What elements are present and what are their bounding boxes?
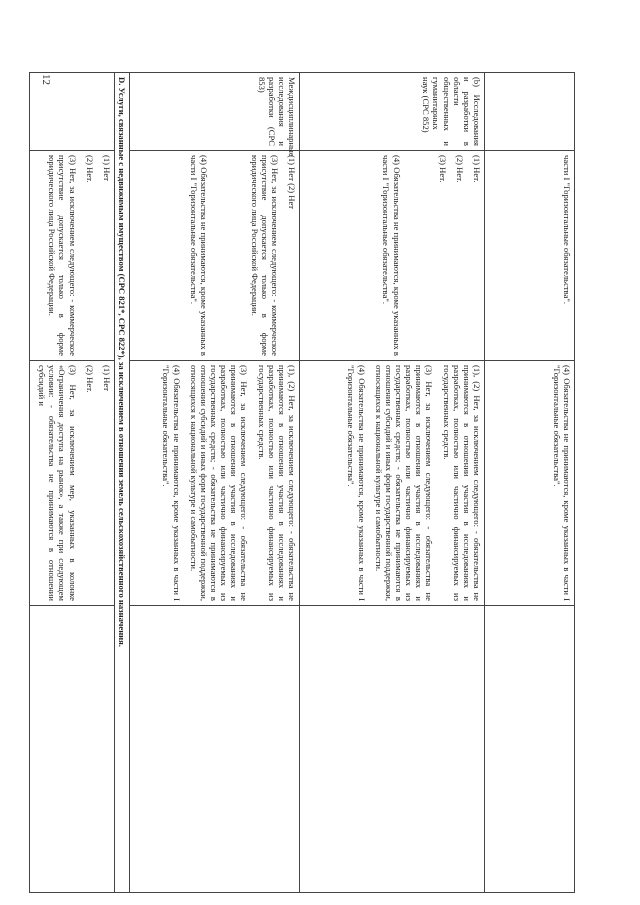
market-access-cell <box>485 151 575 361</box>
market-access-cell <box>130 151 300 361</box>
national-treatment-cell <box>130 361 300 606</box>
market-access-text: части I "Горизонтальные обязательства". <box>562 155 572 305</box>
additional-cell <box>485 606 575 893</box>
national-treatment-text: (4) Обязательства не принимаются, кроме указанных в части I "Горизонтальные обязательства". <box>161 365 182 601</box>
sector-cell <box>485 73 575 151</box>
table-row <box>300 73 485 893</box>
national-treatment-text: (3) Нет, за исключением мер, указанных в колонке «Ограничения доступа на рынок», а также при следующем условии: - обязательства не принимаются в отношении субсидий и <box>37 365 78 601</box>
market-access-text: (1) Нет (2) Нет <box>287 155 297 210</box>
market-access-text: (3) Нет, за исключением следующего: - коммерческое присутствие допускается только в форме юридического лица Российской Федерации. <box>249 155 280 356</box>
sector-cell: (b) Исследования и разработки в области общественных и гуманитарных наук (CPC 852) <box>300 73 485 151</box>
national-treatment-cell <box>300 361 485 606</box>
additional-cell <box>29 606 114 893</box>
national-treatment-text: (1), (2) Нет, за исключением следующего: - обязательства не принимаются в отношении участия в исследованиях и разработках, полностью или частично финансируемых из государственных средств. <box>256 365 297 601</box>
market-access-text: (2) Нет. <box>454 155 465 183</box>
national-treatment-cell <box>29 361 114 606</box>
national-treatment-text: (3) Нет, за исключением следующего: - обязательства не принимаются в отношении участия в исследованиях и разработках, полностью или частично финансируемых из государственных средств; - обязательства не принимаются в отношении субсидий и иных форм государственной поддержки, относящихся к национальной культуре и самобытности. <box>188 365 250 601</box>
national-treatment-cell <box>485 361 575 606</box>
national-treatment-text: (4) Обязательства не принимаются, кроме указанных в части I "Горизонтальные обязательства". <box>346 365 367 601</box>
table-row <box>29 73 114 893</box>
market-access-text: (2) Нет. <box>84 155 95 183</box>
market-access-cell <box>300 151 485 361</box>
national-treatment-text: (1) Нет <box>101 365 112 391</box>
market-access-text: (1) Нет <box>101 155 112 181</box>
commitments-table <box>29 72 575 893</box>
market-access-text: (4) Обязательства не принимаются, кроме указанных в части I "Горизонтальные обязательства". <box>189 155 210 356</box>
market-access-text: (1) Нет. <box>472 155 482 183</box>
additional-cell <box>130 606 300 893</box>
table-row <box>130 73 300 893</box>
sector-cell <box>29 73 114 151</box>
table-row <box>485 73 575 893</box>
page-number: 12 <box>40 74 52 85</box>
market-access-text: (3) Нет, за исключением следующего: - коммерческое присутствие допускается только в форме юридического лица Российской Федерации. <box>47 155 78 356</box>
additional-cell <box>300 606 485 893</box>
national-treatment-text: (2) Нет. <box>84 365 95 393</box>
national-treatment-text: (4) Обязательства не принимаются, кроме указанных в части I "Горизонтальные обязательства". <box>551 365 572 601</box>
rotated-page <box>37 72 575 892</box>
national-treatment-text: (3) Нет, за исключением следующего: - обязательства не принимаются в отношении участия в исследованиях и разработках, полностью или частично финансируемых из государственных средств; - обязательства не принимаются в отношении субсидий и иных форм государственной поддержки, относящихся к национальной культуре и самобытности. <box>373 365 435 601</box>
national-treatment-text: (1), (2) Нет, за исключением следующего: - обязательства не принимаются в отношении участия в исследованиях и разработках, полностью или частично финансируемых из государственных средств. <box>441 365 482 601</box>
market-access-text: (3) Нет. <box>437 155 448 183</box>
market-access-cell <box>29 151 114 361</box>
sector-cell: Междисциплинарные исследования и разработки (CPC 853) <box>130 73 300 151</box>
section-heading: D. Услуги, связанные с недвижимым имуществом (CPC 821*, CPC 822*), за исключением в отношении земель сельскохозяйственного назначения. <box>114 73 129 893</box>
market-access-text: (4) Обязательства не принимаются, кроме указанных в части I "Горизонтальные обязательства". <box>381 155 402 356</box>
section-heading-row <box>114 73 129 893</box>
